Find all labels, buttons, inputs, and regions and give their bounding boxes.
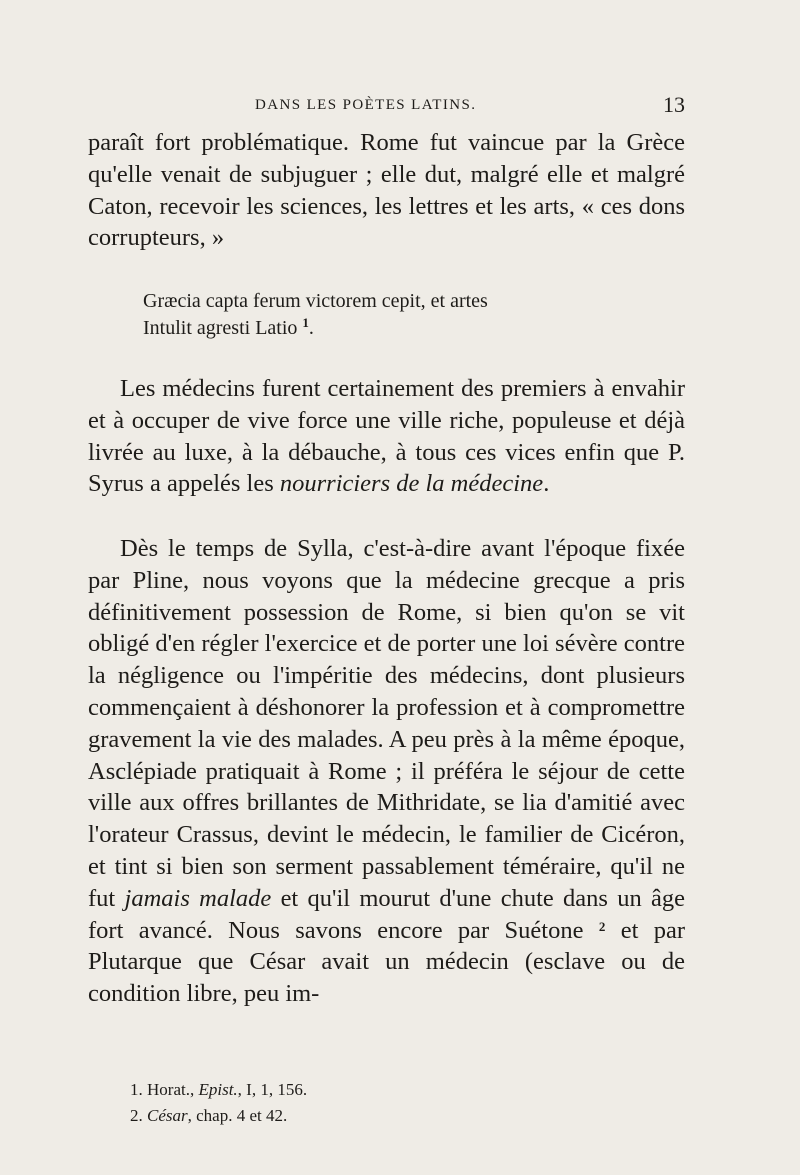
footnote-1-source: Horat.,: [147, 1080, 195, 1099]
paragraph-1: [88, 127, 685, 254]
paragraph-2-end: .: [543, 470, 550, 498]
paragraph-2-italic: nourriciers de la médecine: [279, 470, 544, 498]
paragraph-2: [88, 373, 685, 500]
paragraph-1-text: paraît fort problématique. Rome fut vaincue par la Grèce qu'elle venait de subjuguer ; elle dut, malgré elle et malgré Caton, recevoir les sciences, les lettres et les arts, « ces dons corrupteurs, »: [88, 129, 685, 252]
quote-line-1: Græcia capta ferum victorem cepit, et artes: [143, 290, 488, 312]
quote-line-2: [143, 315, 683, 342]
running-title: DANS LES POÈTES LATINS.: [255, 97, 477, 113]
footnote-2-number: 2.: [130, 1106, 143, 1125]
footnote-1-number: 1.: [130, 1080, 143, 1099]
footnote-ref-1[interactable]: 1: [302, 315, 309, 330]
paragraph-3: [88, 533, 685, 1010]
quote-line-2-text: Intulit agresti Latio: [143, 317, 298, 339]
quote-end: .: [308, 317, 314, 339]
footnote-2-work: César: [147, 1106, 188, 1125]
paragraph-3-text-a: Dès le temps de Sylla, c'est-à-dire avant l'époque fixée par Pline, nous voyons que la médecine grecque a pris définitivement possession de Rome, si bien qu'on se vit obligé d'en régler l'exercice et de porter une loi sévère contre la négligence ou l'impéritie des médecins, dont plusieurs commençaient à déshonorer la profession et à compromettre gravement la vie des malades. A peu près à la même époque, Asclépiade pratiquait à Rome ; il préféra le séjour de cette ville aux offres brillantes de Mithridate, se lia d'amitié avec l'orateur Crassus, devint le médecin, le familier de Cicéron, et tint si bien son serment passablement téméraire, qu'il ne fut: [88, 535, 685, 912]
footnote-ref-2[interactable]: 2: [598, 918, 606, 934]
footnote-1-work: Epist.: [198, 1080, 238, 1099]
footnote-2-ref: , chap. 4 et 42.: [187, 1106, 288, 1125]
page-number: 13: [663, 92, 685, 117]
latin-quotation: [143, 288, 683, 342]
paragraph-3-text-b: et qu'il mourut d'une chute dans un âge fort avancé. Nous savons encore par Suétone: [88, 884, 686, 944]
paragraph-2-text: Les médecins furent certainement des premiers à envahir et à occuper de vive force une ville riche, populeuse et déjà livrée au luxe, à la débauche, à tous ces vices enfin que P. Syrus a appelés les: [88, 375, 685, 498]
footnote-1-ref: , I, 1, 156.: [237, 1080, 308, 1099]
paragraph-3-italic: jamais malade: [124, 884, 272, 912]
footnote-2: [130, 1103, 690, 1129]
running-head: [255, 90, 685, 120]
footnotes: [130, 1077, 690, 1129]
paragraph-3-text-c: et par Plutarque que César avait un médecin (esclave ou de condition libre, peu im-: [88, 916, 686, 1008]
footnote-1: [130, 1077, 690, 1103]
